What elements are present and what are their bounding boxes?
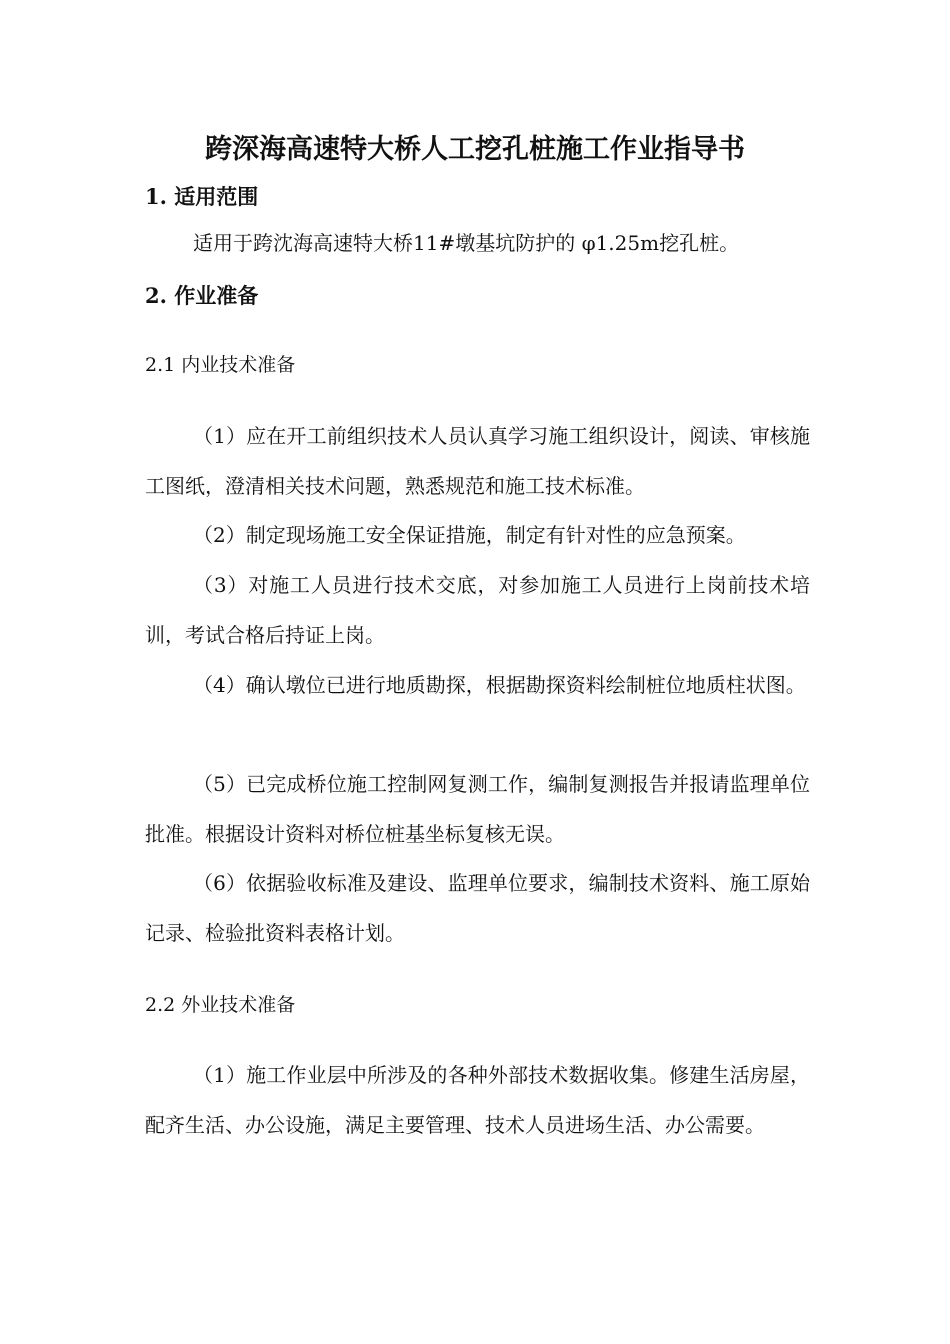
section-2-1-item-2: （2）制定现场施工安全保证措施，制定有针对性的应急预案。 <box>193 523 746 547</box>
section-2-2-item-1: （1）施工作业层中所涉及的各种外部技术数据收集。修建生活房屋，配齐生活、办公设施，满足主要管理、技术人员进场生活、办公需要。 <box>145 1063 810 1137</box>
section-2-2-heading: 2.2 外业技术准备 <box>145 994 296 1016</box>
section-2-1-item-1: （1）应在开工前组织技术人员认真学习施工组织设计，阅读、审核施工图纸，澄清相关技术问题，熟悉规范和施工技术标准。 <box>145 424 810 498</box>
document-title: 跨深海高速特大桥人工挖孔桩施工作业指导书 <box>205 134 745 165</box>
section-2-1-item-5: （5）已完成桥位施工控制网复测工作，编制复测报告并报请监理单位批准。根据设计资料对桥位桩基坐标复核无误。 <box>145 772 810 846</box>
section-2-1-item-4: （4）确认墩位已进行地质勘探，根据勘探资料绘制桩位地质柱状图。 <box>193 673 806 697</box>
section-2-heading: 2. 作业准备 <box>145 283 259 308</box>
section-1-heading: 1. 适用范围 <box>145 184 259 209</box>
section-1-text: 适用于跨沈海高速特大桥11#墩基坑防护的 φ1.25m挖孔桩。 <box>193 231 740 255</box>
section-2-1-item-3: （3）对施工人员进行技术交底，对参加施工人员进行上岗前技术培训，考试合格后持证上岗。 <box>145 573 810 647</box>
section-2-1-heading: 2.1 内业技术准备 <box>145 354 296 376</box>
section-2-1-item-6: （6）依据验收标准及建设、监理单位要求，编制技术资料、施工原始记录、检验批资料表格计划。 <box>145 871 810 945</box>
